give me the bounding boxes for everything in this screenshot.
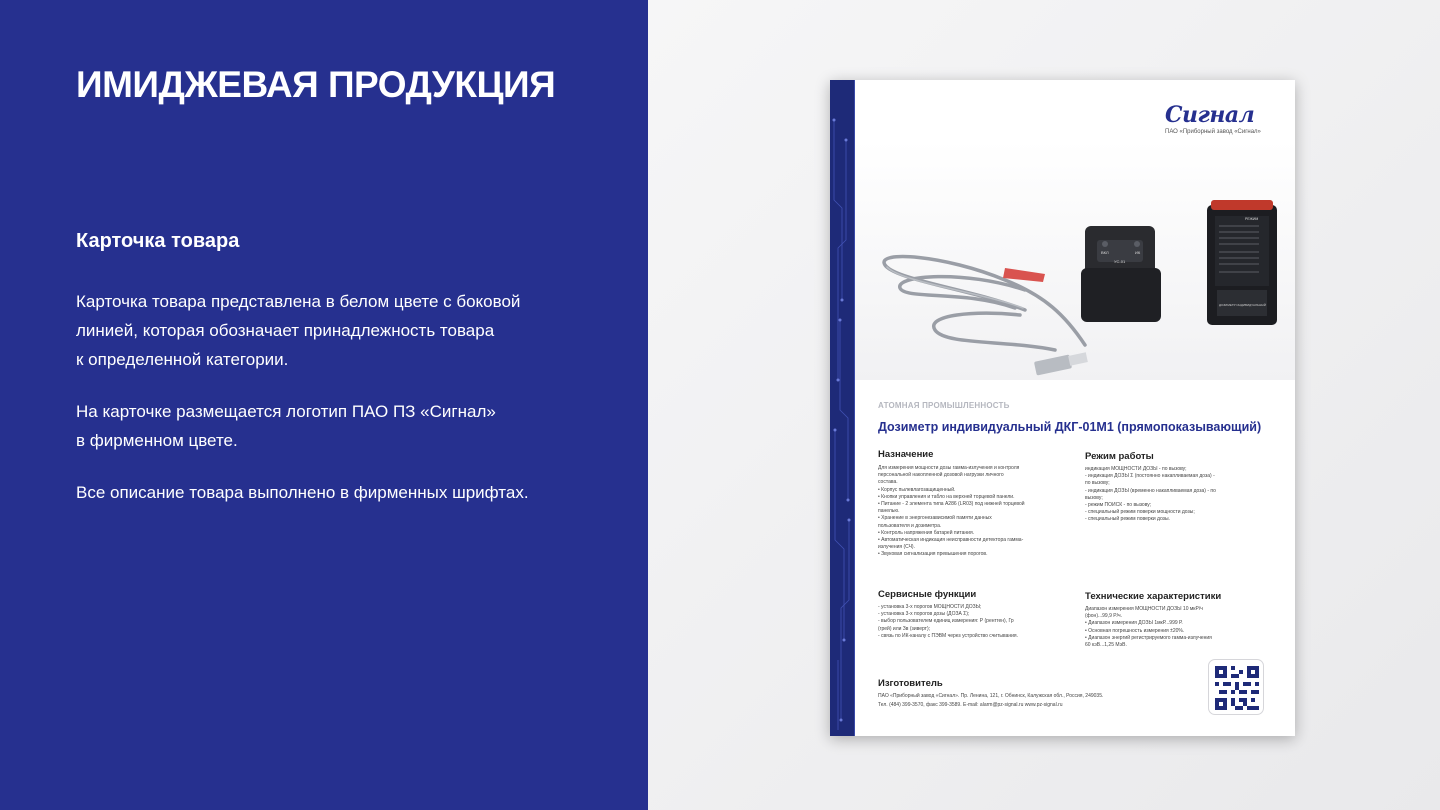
paragraph-line: Все описание товара выполнено в фирменных шрифтах. — [76, 483, 529, 502]
left-panel — [0, 0, 648, 810]
paragraph-card-description — [76, 287, 596, 374]
modes-heading: Режим работы — [1085, 451, 1154, 462]
list-item: • Питание - 2 элемента типа A286 (LR03) под нижней торцевой — [878, 501, 1025, 508]
list-item: - индикация ДОЗЫ (временно накапливаемая доза) - по — [1085, 487, 1216, 494]
list-item: - выбор пользователем единиц измерения: Р (рентген), Гр — [878, 618, 1014, 625]
list-item: - установка 3-х порогов МОЩНОСТИ ДОЗЫ; — [878, 604, 982, 610]
list-item: - индикация ДОЗЫ Σ (постоянно накапливаемая доза) - — [1085, 473, 1215, 480]
list-item: - связь по ИК-каналу с ПЭВМ через устройство считывания. — [878, 632, 1019, 639]
dosimeter-label: ДОЗИМЕТР ИНДИВИДУАЛЬНЫЙ — [1219, 303, 1266, 307]
list-item: - специальный режим поверки дозы. — [1085, 516, 1170, 523]
product-card — [830, 80, 1295, 736]
device-button-left-label: ВКЛ — [1101, 250, 1109, 255]
card-product-title: Дозиметр индивидуальный ДКГ-01М1 (прямопоказывающий) — [878, 420, 1262, 434]
service-heading: Сервисные функции — [878, 589, 977, 600]
list-item: • Хранение в энергонезависимой памяти данных — [878, 515, 992, 522]
logo-subtitle: ПАО «Приборный завод «Сигнал» — [1165, 129, 1261, 135]
slide-title: ИМИДЖЕВАЯ ПРОДУКЦИЯ — [76, 64, 556, 105]
product-photo — [855, 140, 1295, 380]
list-item: • Основная погрешность измерения ±20%. — [1085, 627, 1185, 634]
paragraph-line: Карточка товара представлена в белом цвете с боковой — [76, 292, 521, 311]
section-heading: Карточка товара — [76, 230, 240, 252]
list-item: по вызову; — [1085, 480, 1110, 487]
list-item: • Диапазон измерения ДОЗЫ 1мкР...999 Р. — [1085, 620, 1183, 627]
list-item: - режим ПОИСК - по вызову; — [1085, 502, 1152, 509]
list-item: • Автоматическая индикация неисправности детектора гамма- — [878, 537, 1024, 544]
service-list — [878, 604, 1018, 640]
qr-code-icon — [1215, 666, 1259, 710]
dosimeter-illustration — [855, 140, 1295, 380]
logo-wordmark: Сигнал — [1165, 102, 1255, 128]
list-item: (фон)...99,9 Р/ч. — [1085, 613, 1122, 620]
signal-logo — [1165, 102, 1265, 135]
list-item: - специальный режим поверки мощности дозы; — [1085, 509, 1195, 516]
paragraph-fonts — [76, 478, 596, 507]
list-item: персональной накопленной дозовой нагрузки личного — [878, 472, 1004, 479]
list-item: • Звуковая сигнализация превышения порогов. — [878, 551, 988, 558]
list-item: Для измерения мощности дозы гамма-излучения и контроля — [878, 465, 1020, 471]
modes-list — [1085, 466, 1216, 524]
list-item: - установка 3-х порогов дозы (ДОЗА Σ); — [878, 611, 970, 618]
list-item: состава. — [878, 479, 898, 486]
list-item: панелью. — [878, 508, 900, 515]
manufacturer-info — [878, 692, 1103, 710]
card-category-sidebar — [830, 80, 854, 736]
paragraph-line: в фирменном цвете. — [76, 431, 238, 450]
list-item: индикация МОЩНОСТИ ДОЗЫ - по вызову; — [1085, 466, 1187, 472]
list-item: Диапазон измерения МОЩНОСТИ ДОЗЫ 10 мкР/ч — [1085, 606, 1203, 612]
list-item: (грей) или Зв (зиверт); — [878, 625, 931, 632]
paragraph-line: к определенной категории. — [76, 350, 289, 369]
circuit-pattern-icon — [830, 80, 854, 736]
list-item: пользователя и дозиметра. — [878, 522, 942, 529]
ir-unit-label: УС-01 — [1114, 259, 1126, 264]
specs-list — [1085, 606, 1212, 649]
paragraph-line: линией, которая обозначает принадлежность товара — [76, 321, 495, 340]
list-item: • Корпус пылевлагозащищенный. — [878, 486, 956, 493]
list-item: вызову; — [1085, 494, 1103, 501]
card-category: АТОМНАЯ ПРОМЫШЛЕННОСТЬ — [878, 401, 1010, 410]
purpose-heading: Назначение — [878, 449, 934, 460]
device-button-right-label: ИК — [1135, 250, 1141, 255]
dosimeter-mode-label: РЕЖИМ — [1245, 217, 1259, 221]
list-item: излучения (СЧ). — [878, 544, 915, 551]
list-item: • Диапазон энергий регистрируемого гамма-излучения — [1085, 634, 1212, 641]
list-item: Тел. (484) 399-3570, факс 399-3589. E-mail: alarm@pz-signal.ru www.pz-signal.ru — [878, 702, 1063, 708]
paragraph-logo — [76, 397, 596, 455]
purpose-list — [878, 465, 1025, 559]
list-item: ПАО «Приборный завод «Сигнал». Пр. Ленина, 121, г. Обнинск, Калужская обл., Россия, 249035. — [878, 693, 1104, 699]
list-item: 60 кэВ...1,25 МэВ. — [1085, 642, 1127, 649]
manufacturer-heading: Изготовитель — [878, 678, 943, 689]
specs-heading: Технические характеристики — [1085, 591, 1222, 602]
list-item: • Кнопки управления и табло на верхней торцевой панели. — [878, 493, 1015, 500]
qr-code[interactable] — [1208, 659, 1264, 715]
list-item: • Контроль напряжения батарей питания. — [878, 529, 975, 536]
paragraph-line: На карточке размещается логотип ПАО ПЗ «Сигнал» — [76, 402, 496, 421]
